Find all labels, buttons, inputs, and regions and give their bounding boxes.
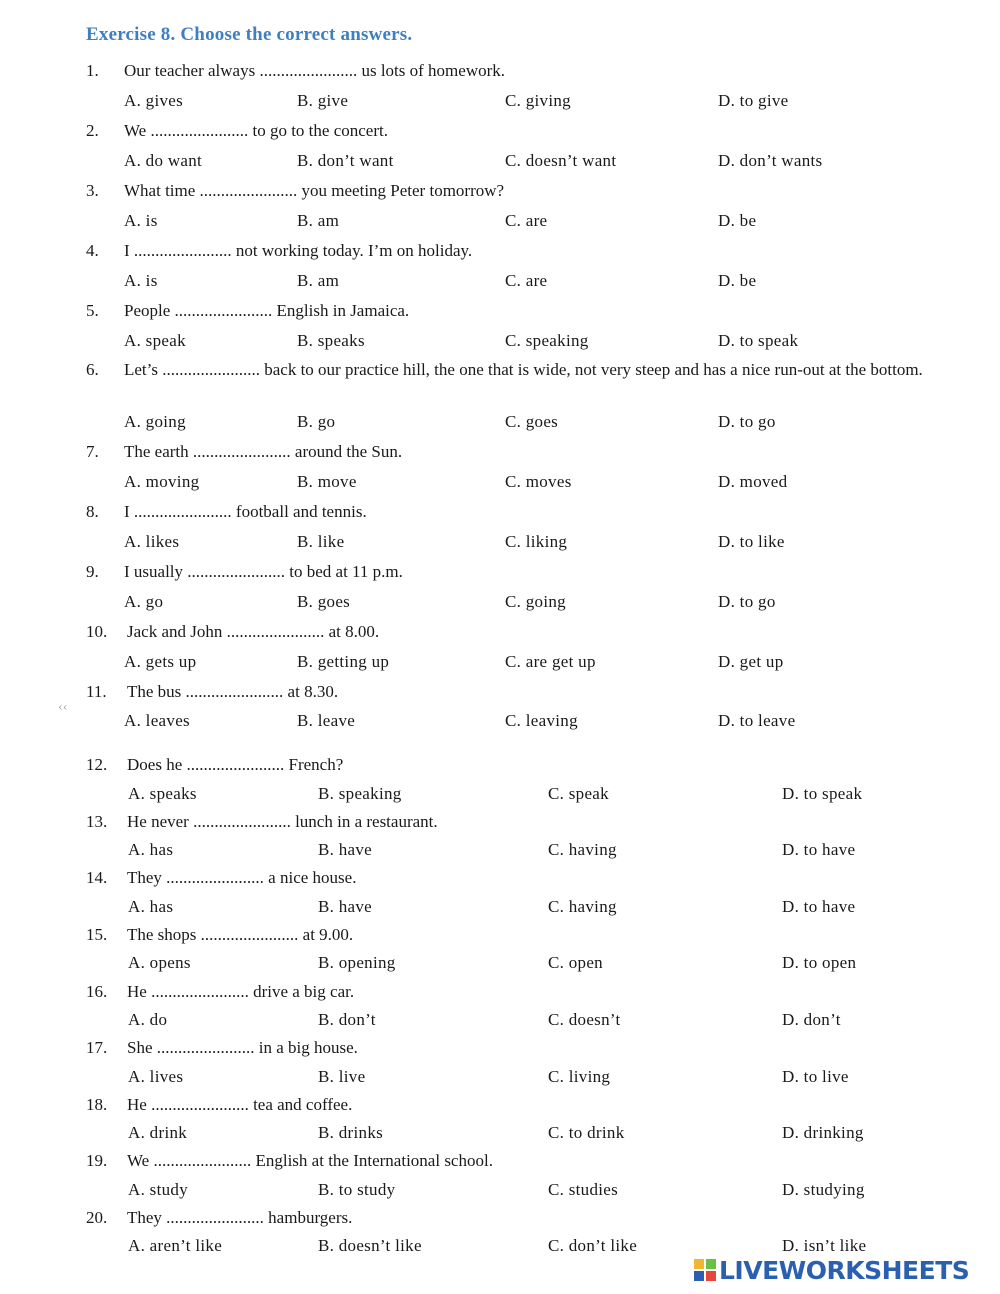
question-stem: She ....................... in a big house. [127,1038,358,1057]
answer-option-c[interactable]: C. are [505,271,548,290]
answer-option-c[interactable]: C. doesn’t want [505,151,617,170]
answer-option-d[interactable]: D. isn’t like [782,1236,867,1255]
answer-option-a[interactable]: A. speaks [128,784,197,803]
answer-option-c[interactable]: C. having [548,897,617,916]
question-stem: He ....................... drive a big car. [127,982,355,1001]
answer-option-c[interactable]: C. doesn’t [548,1010,621,1029]
question-stem: I ....................... football and tennis. [124,502,367,521]
answer-option-c[interactable]: C. speak [548,784,609,803]
margin-mark: ‹‹ [58,700,68,714]
answer-option-a[interactable]: A. moving [124,472,200,491]
question-stem: Our teacher always ....................... us lots of homework. [124,61,506,80]
answer-option-d[interactable]: D. to go [718,592,776,611]
question-number: 15. [86,925,108,944]
answer-option-d[interactable]: D. to speak [718,331,799,350]
question-number: 2. [86,121,99,140]
question-number: 8. [86,502,99,521]
answer-option-d[interactable]: D. be [718,271,757,290]
answer-option-a[interactable]: A. gives [124,91,184,110]
answer-option-a[interactable]: A. aren’t like [128,1236,223,1255]
answer-option-a[interactable]: A. lives [128,1067,184,1086]
answer-option-c[interactable]: C. having [548,840,617,859]
question-number: 4. [86,241,99,260]
question-number: 17. [86,1038,108,1057]
answer-option-c[interactable]: C. studies [548,1180,619,1199]
question-number: 14. [86,868,108,887]
answer-option-d[interactable]: D. to leave [718,711,796,730]
answer-option-b[interactable]: B. leave [297,711,356,730]
question-stem: He ....................... tea and coffee. [127,1095,353,1114]
question-number: 18. [86,1095,108,1114]
answer-option-c[interactable]: C. don’t like [548,1236,638,1255]
answer-option-b[interactable]: B. speaking [318,784,402,803]
answer-option-a[interactable]: A. leaves [124,711,190,730]
answer-option-d[interactable]: D. drinking [782,1123,864,1142]
answer-option-a[interactable]: A. do [128,1010,168,1029]
answer-option-b[interactable]: B. getting up [297,652,390,671]
answer-option-d[interactable]: D. get up [718,652,784,671]
answer-option-b[interactable]: B. give [297,91,349,110]
answer-option-b[interactable]: B. goes [297,592,351,611]
answer-option-b[interactable]: B. speaks [297,331,365,350]
answer-option-d[interactable]: D. to live [782,1067,849,1086]
answer-option-b[interactable]: B. drinks [318,1123,384,1142]
question-stem: They ....................... hamburgers. [127,1208,353,1227]
question-number: 19. [86,1151,108,1170]
answer-option-b[interactable]: B. go [297,412,336,431]
answer-option-d[interactable]: D. to like [718,532,785,551]
brand-name: LIVEWORKSHEETS [719,1255,970,1285]
question-stem: The earth ....................... around the Sun. [124,442,403,461]
liveworksheets-brand [694,1256,969,1284]
answer-option-b[interactable]: B. am [297,271,340,290]
answer-option-a[interactable]: A. is [124,211,158,230]
answer-option-c[interactable]: C. moves [505,472,572,491]
question-stem: They ....................... a nice house. [127,868,357,887]
question-number: 5. [86,301,99,320]
answer-option-d[interactable]: D. to have [782,840,856,859]
answer-option-b[interactable]: B. have [318,840,373,859]
question-number: 20. [86,1208,108,1227]
answer-option-a[interactable]: A. likes [124,532,180,551]
answer-option-b[interactable]: B. don’t want [297,151,394,170]
question-number: 12. [86,755,108,774]
answer-option-d[interactable]: D. to open [782,953,857,972]
answer-option-a[interactable]: A. opens [128,953,191,972]
answer-option-d[interactable]: D. moved [718,472,788,491]
question-stem: What time ....................... you meeting Peter tomorrow? [124,181,505,200]
question-stem: I ....................... not working today. I’m on holiday. [124,241,473,260]
question-stem: Does he ....................... French? [127,755,344,774]
answer-option-c[interactable]: C. are [505,211,548,230]
exercise-title: Exercise 8. Choose the correct answers. [86,24,413,45]
answer-option-c[interactable]: C. going [505,592,566,611]
answer-option-c[interactable]: C. giving [505,91,571,110]
answer-option-c[interactable]: C. goes [505,412,559,431]
answer-option-d[interactable]: D. to go [718,412,776,431]
answer-option-b[interactable]: B. don’t [318,1010,376,1029]
answer-option-c[interactable]: C. open [548,953,603,972]
answer-option-c[interactable]: C. to drink [548,1123,625,1142]
question-number: 7. [86,442,99,461]
question-stem: The shops ....................... at 9.00. [127,925,354,944]
answer-option-a[interactable]: A. drink [128,1123,188,1142]
question-number: 1. [86,61,99,80]
answer-option-d[interactable]: D. to have [782,897,856,916]
answer-option-c[interactable]: C. leaving [505,711,578,730]
question-stem: Jack and John ....................... at 8.00. [127,622,380,641]
answer-option-a[interactable]: A. study [128,1180,189,1199]
answer-option-d[interactable]: D. to speak [782,784,863,803]
question-number: 9. [86,562,99,581]
answer-option-a[interactable]: A. do want [124,151,203,170]
answer-option-c[interactable]: C. liking [505,532,568,551]
answer-option-d[interactable]: D. be [718,211,757,230]
question-number: 3. [86,181,99,200]
answer-option-b[interactable]: B. have [318,897,373,916]
answer-option-c[interactable]: C. living [548,1067,611,1086]
question-stem: The bus ....................... at 8.30. [127,682,339,701]
answer-option-d[interactable]: D. to give [718,91,789,110]
answer-option-c[interactable]: C. are get up [505,652,596,671]
answer-option-a[interactable]: A. has [128,897,174,916]
answer-option-b[interactable]: B. am [297,211,340,230]
answer-option-b[interactable]: B. opening [318,953,396,972]
answer-option-a[interactable]: A. is [124,271,158,290]
answer-option-b[interactable]: B. to study [318,1180,396,1199]
answer-option-a[interactable]: A. speak [124,331,186,350]
answer-option-c[interactable]: C. speaking [505,331,589,350]
question-number: 10. [86,622,108,641]
question-number: 6. [86,360,99,379]
question-stem: He never ....................... lunch in a restaurant. [127,812,438,831]
answer-option-b[interactable]: B. like [297,532,345,551]
answer-option-a[interactable]: A. gets up [124,652,197,671]
answer-option-b[interactable]: B. move [297,472,357,491]
liveworksheets-logo-icon [694,1259,716,1281]
question-stem: Let’s ....................... back to our practice hill, the one that is wide, not very steep and has a nice run-out at the bottom. [124,360,923,379]
question-number: 16. [86,982,108,1001]
answer-option-b[interactable]: B. doesn’t like [318,1236,422,1255]
question-stem: People ....................... English in Jamaica. [124,301,410,320]
question-stem: We ....................... English at the International school. [127,1151,493,1170]
answer-option-a[interactable]: A. has [128,840,174,859]
answer-option-d[interactable]: D. studying [782,1180,865,1199]
answer-option-a[interactable]: A. going [124,412,186,431]
answer-option-b[interactable]: B. live [318,1067,366,1086]
answer-option-d[interactable]: D. don’t wants [718,151,823,170]
answer-option-d[interactable]: D. don’t [782,1010,841,1029]
answer-option-a[interactable]: A. go [124,592,164,611]
question-number: 11. [86,682,107,701]
question-number: 13. [86,812,108,831]
question-stem: I usually ....................... to bed at 11 p.m. [124,562,403,581]
question-stem: We ....................... to go to the concert. [124,121,388,140]
